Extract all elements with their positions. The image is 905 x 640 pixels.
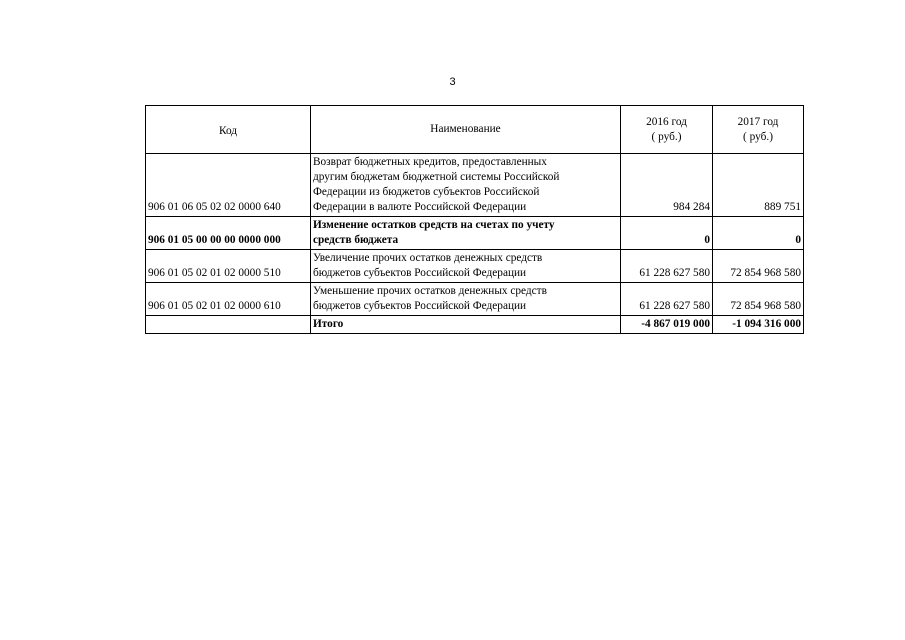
row-code [146,316,311,334]
row-value-2016: 0 [621,217,713,250]
row-code: 906 01 05 00 00 00 0000 000 [146,217,311,250]
row-code: 906 01 06 05 02 02 0000 640 [146,154,311,217]
row-value-2017: 72 854 968 580 [713,283,804,316]
row-name: Итого [311,316,621,334]
row-code: 906 01 05 02 01 02 0000 610 [146,283,311,316]
row-name: Уменьшение прочих остатков денежных средств бюджетов субъектов Российской Федерации [311,283,621,316]
row-value-2016: 61 228 627 580 [621,250,713,283]
table-row [146,283,804,316]
row-value-2016: -4 867 019 000 [621,316,713,334]
row-value-2017: -1 094 316 000 [713,316,804,334]
header-code: Код [146,106,311,154]
table-row-total [146,316,804,334]
header-2017: 2017 год ( руб.) [713,106,804,154]
row-value-2017: 0 [713,217,804,250]
budget-table [145,105,804,334]
table-row [146,217,804,250]
row-value-2016: 984 284 [621,154,713,217]
row-value-2016: 61 228 627 580 [621,283,713,316]
page-number: 3 [449,76,456,88]
row-name: Изменение остатков средств на счетах по учету средств бюджета [311,217,621,250]
row-code: 906 01 05 02 01 02 0000 510 [146,250,311,283]
header-2016: 2016 год ( руб.) [621,106,713,154]
row-name: Увеличение прочих остатков денежных средств бюджетов субъектов Российской Федерации [311,250,621,283]
row-value-2017: 72 854 968 580 [713,250,804,283]
table-row [146,250,804,283]
row-name: Возврат бюджетных кредитов, предоставленных другим бюджетам бюджетной системы Российской Федерации из бюджетов субъектов Российской Федерации в валюте Российской Федерации [311,154,621,217]
header-name: Наименование [311,106,621,154]
row-value-2017: 889 751 [713,154,804,217]
table-row [146,154,804,217]
table-header-row [146,106,804,154]
